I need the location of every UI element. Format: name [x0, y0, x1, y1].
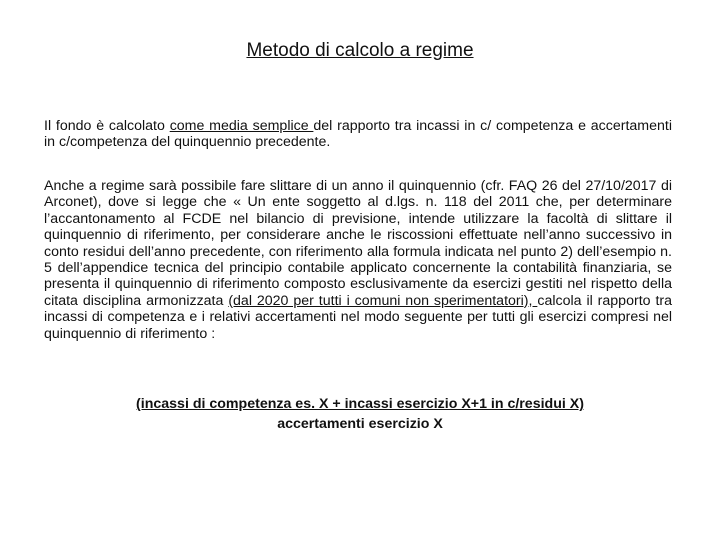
paragraph-fund-calculation [44, 118, 672, 151]
formula-numerator [0, 396, 720, 412]
p2-text-a: Anche a regime sarà possibile fare slittare di un anno il quinquennio (cfr. FAQ 26 del 27/10/2017 di Arconet), dove si legge che « Un ente soggetto al d.lgs. n. 118 del 2011 che, per determinare l’accantonamento al FCDE nel bilancio di previsione, intende utilizzare la facoltà di slittare il quinquennio di riferimento, per considerare anche le riscossioni effettuate nell’anno successivo in conto residui dell’anno precedente, con riferimento alla formula indicata nel punto 2) dell’esempio n. 5 dell’appendice tecnica del principio contabile applicato concernente la contabilità finanziaria, se presenta il quinquennio di riferimento composto esclusivamente da esercizi gestiti nel rispetto della citata disciplina armonizzata [44, 178, 672, 309]
p1-text-underlined: come media semplice [169, 118, 314, 134]
p1-text-a: Il fondo è calcolato [44, 118, 170, 134]
formula-numerator-text: (incassi di competenza es. X + incassi esercizio X+1 in c/residui X) [136, 396, 584, 412]
page-title: Metodo di calcolo a regime [246, 40, 474, 61]
p2-text-underlined: (dal 2020 per tutti i comuni non sperimentatori), [228, 292, 538, 309]
formula-denominator: accertamenti esercizio X [277, 416, 443, 432]
p2-text-c: calcola il rapporto tra incassi di competenza e i relativi accertamenti nel modo seguente per tutti gli esercizi compresi nel quinquennio di riferimento : [44, 292, 672, 342]
paragraph-regime-slide [44, 178, 672, 342]
p1-text-c: del rapporto tra incassi in c/ competenza e accertamenti in c/competenza del quinquennio precedente. [44, 118, 672, 151]
